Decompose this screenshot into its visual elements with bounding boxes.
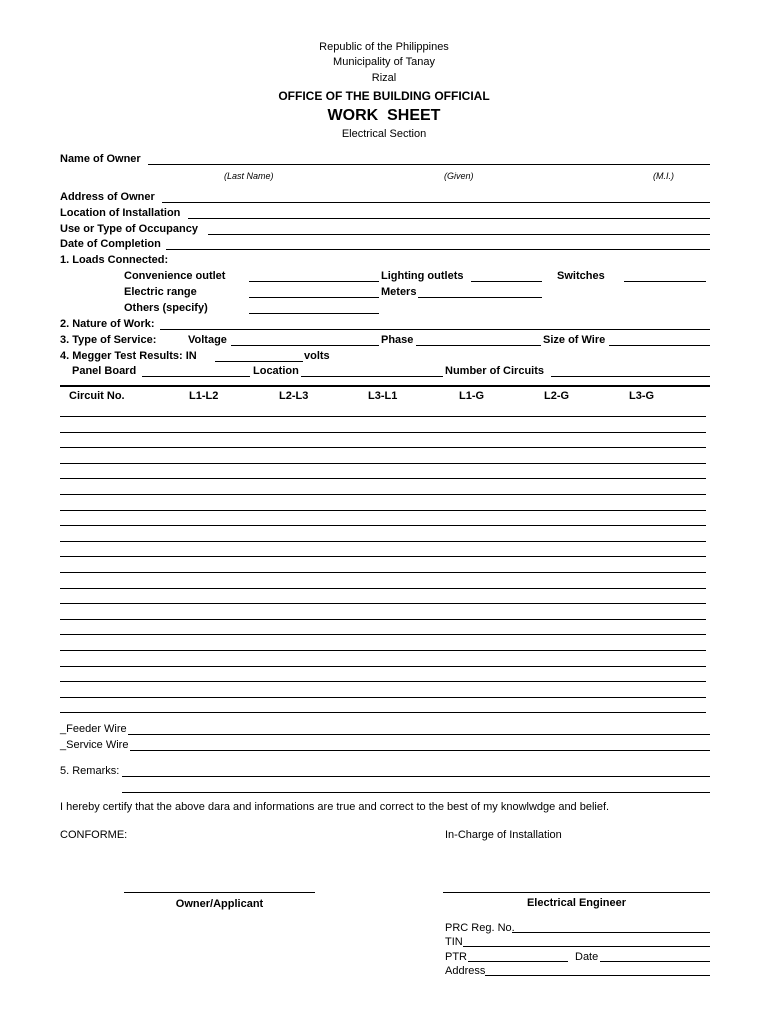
col-circuit-no: Circuit No. <box>69 390 125 402</box>
owner-given-hint: (Given) <box>444 171 474 181</box>
others-label: Others (specify) <box>124 302 208 314</box>
remarks-field-2[interactable] <box>122 792 710 793</box>
others-field[interactable] <box>249 313 379 314</box>
tin-field[interactable] <box>463 946 710 947</box>
location-label: Location of Installation <box>60 207 181 219</box>
convenience-outlet-field[interactable] <box>249 281 379 282</box>
feeder-wire-label: _Feeder Wire <box>60 723 127 735</box>
circuit-row-line[interactable] <box>60 650 706 651</box>
phase-label: Phase <box>381 334 414 346</box>
header-province: Rizal <box>371 72 397 84</box>
size-of-wire-label: Size of Wire <box>543 334 606 346</box>
switches-field[interactable] <box>624 281 706 282</box>
prc-field[interactable] <box>512 932 710 933</box>
circuit-row-line[interactable] <box>60 510 706 511</box>
circuit-row-line[interactable] <box>60 572 706 573</box>
ptr-field[interactable] <box>468 961 568 962</box>
meters-field[interactable] <box>418 297 542 298</box>
occupancy-label: Use or Type of Occupancy <box>60 223 198 235</box>
switches-label: Switches <box>557 270 605 282</box>
circuit-row-line[interactable] <box>60 697 706 698</box>
circuit-row-line[interactable] <box>60 494 706 495</box>
col-l3-g: L3-G <box>629 390 655 402</box>
lighting-outlets-field[interactable] <box>471 281 542 282</box>
engineer-signature-line[interactable] <box>443 892 710 893</box>
engineer-address-field[interactable] <box>485 975 710 976</box>
address-engineer-label: Address <box>445 965 486 977</box>
col-l3-l1: L3-L1 <box>368 390 398 402</box>
number-of-circuits-label: Number of Circuits <box>445 365 545 377</box>
electric-range-label: Electric range <box>124 286 197 298</box>
size-of-wire-field[interactable] <box>609 345 710 346</box>
occupancy-field[interactable] <box>208 234 710 235</box>
panel-location-field[interactable] <box>301 376 443 377</box>
ptr-label: PTR <box>445 951 467 963</box>
loads-label: 1. Loads Connected: <box>60 254 169 266</box>
address-field[interactable] <box>162 202 710 203</box>
convenience-outlet-label: Convenience outlet <box>124 270 226 282</box>
electrical-engineer-label: Electrical Engineer <box>526 897 627 909</box>
megger-label: 4. Megger Test Results: IN <box>60 350 197 362</box>
circuit-row-line[interactable] <box>60 588 706 589</box>
col-l1-l2: L1-L2 <box>189 390 219 402</box>
completion-field[interactable] <box>166 249 710 250</box>
owner-name-field[interactable] <box>148 164 710 165</box>
circuit-row-line[interactable] <box>60 619 706 620</box>
lighting-outlets-label: Lighting outlets <box>381 270 464 282</box>
panel-location-label: Location <box>253 365 299 377</box>
nature-field[interactable] <box>160 329 710 330</box>
meters-label: Meters <box>381 286 417 298</box>
phase-field[interactable] <box>416 345 541 346</box>
owner-name-label: Name of Owner <box>60 153 141 165</box>
megger-volts-label: volts <box>304 350 330 362</box>
owner-last-name-hint: (Last Name) <box>224 171 274 181</box>
remarks-label: 5. Remarks: <box>60 765 120 777</box>
nature-label: 2. Nature of Work: <box>60 318 155 330</box>
feeder-wire-field[interactable] <box>128 734 710 735</box>
owner-mi-hint: (M.I.) <box>653 171 674 181</box>
conforme-label: CONFORME: <box>60 829 128 841</box>
col-l2-l3: L2-L3 <box>279 390 309 402</box>
circuit-row-line[interactable] <box>60 447 706 448</box>
circuit-row-line[interactable] <box>60 666 706 667</box>
ptr-date-label: Date <box>575 951 599 963</box>
circuit-row-line[interactable] <box>60 634 706 635</box>
header-section: Electrical Section <box>341 128 427 140</box>
circuit-row-line[interactable] <box>60 712 706 713</box>
circuit-row-line[interactable] <box>60 478 706 479</box>
header-municipality: Municipality of Tanay <box>333 56 435 68</box>
col-l2-g: L2-G <box>544 390 570 402</box>
circuit-row-line[interactable] <box>60 432 706 433</box>
circuit-row-line[interactable] <box>60 603 706 604</box>
circuit-row-line[interactable] <box>60 541 706 542</box>
service-label: 3. Type of Service: <box>60 334 157 346</box>
prc-label: PRC Reg. No. <box>445 922 515 934</box>
service-wire-field[interactable] <box>130 750 710 751</box>
certification-text: I hereby certify that the above dara and informations are true and correct to the best of my knowlwdge and belief. <box>60 801 610 813</box>
page-title: WORK SHEET <box>327 107 441 124</box>
header-republic: Republic of the Philippines <box>319 41 449 53</box>
panel-board-label: Panel Board <box>72 365 137 377</box>
circuit-row-line[interactable] <box>60 556 706 557</box>
circuit-row-line[interactable] <box>60 416 706 417</box>
voltage-field[interactable] <box>231 345 379 346</box>
circuit-row-line[interactable] <box>60 525 706 526</box>
panel-board-field[interactable] <box>142 376 250 377</box>
remarks-field-1[interactable] <box>122 776 710 777</box>
circuit-row-line[interactable] <box>60 681 706 682</box>
owner-applicant-label: Owner/Applicant <box>175 898 264 910</box>
tin-label: TIN <box>445 936 463 948</box>
header-office: OFFICE OF THE BUILDING OFFICIAL <box>278 89 490 103</box>
service-wire-label: _Service Wire <box>60 739 129 751</box>
voltage-label: Voltage <box>188 334 227 346</box>
table-top-rule <box>60 385 710 387</box>
ptr-date-field[interactable] <box>600 961 710 962</box>
electric-range-field[interactable] <box>249 297 379 298</box>
number-of-circuits-field[interactable] <box>551 376 710 377</box>
completion-label: Date of Completion <box>60 238 161 250</box>
col-l1-g: L1-G <box>459 390 485 402</box>
in-charge-label: In-Charge of Installation <box>445 829 562 841</box>
circuit-row-line[interactable] <box>60 463 706 464</box>
address-label: Address of Owner <box>60 191 155 203</box>
location-field[interactable] <box>188 218 710 219</box>
megger-in-field[interactable] <box>215 361 303 362</box>
owner-signature-line[interactable] <box>124 892 315 893</box>
